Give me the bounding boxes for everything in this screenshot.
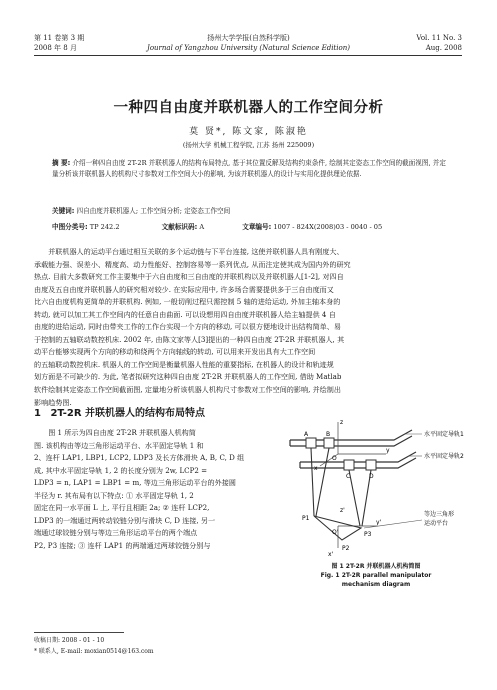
section-number: 1 [34, 408, 41, 419]
intro-line: 划方面是不可缺少的. 为此, 笔者拟研究这种四自由度 2T-2R 并联机器人的工作空间, 借助 Matlab [34, 372, 342, 382]
callout-rail-2: 水平固定导轨2 [424, 453, 464, 460]
label-axis-y: y [386, 447, 390, 454]
label-point-b: B [326, 431, 331, 438]
label-point-p1: P1 [302, 515, 310, 522]
journal-name-cn: 扬州大学学报(自然科学版) [207, 34, 290, 42]
label-point-d: D [369, 473, 374, 480]
slider-b [324, 438, 334, 448]
label-point-a: A [304, 431, 309, 438]
label-axis-z-moving: z' [340, 507, 345, 514]
section-title: 2T-2R 并联机器人的结构布局特点 [50, 408, 206, 419]
footnote [34, 636, 154, 657]
section1-body [34, 427, 266, 552]
affiliation: (扬州大学 机械工程学院, 江苏 扬州 225009) [182, 141, 315, 149]
intro-line: 热点. 目前大多数研究工作主要集中于六自由度和三自由度的并联机构以及并联机器人[1-2], 对四自 [34, 272, 344, 282]
intro-line: 影响趋势图. [34, 397, 72, 407]
label-point-p3: P3 [364, 531, 372, 538]
intro-line: 比六自由度机构更简单的并联机构. 例如, 一般切削过程只需控制 5 轴的进给运动, 外加主轴本身的 [34, 297, 341, 307]
intro-line: 承载能力强、误差小、精度高、动力性能好、控制容易等一系列优点, 从而注定使其成为国内外的研究 [34, 259, 351, 269]
journal-issue: Vol. 11 No. 3 [416, 34, 462, 42]
keywords-text: 四自由度并联机器人; 工作空间分析; 定姿态工作空间 [76, 207, 231, 215]
journal-name-en: Journal of Yangzhou University (Natural Science Edition) [147, 44, 350, 52]
intro-line: 转动, 就可以加工其工作空间内的任意自由曲面. 可以设想用四自由度并联机器人给主轴提供 4 自 [34, 309, 336, 319]
introduction [34, 246, 462, 409]
leader-lines [364, 434, 422, 528]
intro-line: 的五轴联动数控机床. 机器人的工作空间是衡量机器人性能的重要指标, 在机器人的设计和轨迹规 [34, 359, 334, 369]
caption-en-line1: Fig. 1 2T-2R parallel manipulator [320, 572, 432, 579]
intro-line: 并联机器人的运动平台通过相互关联的多个运动链与下平台连接, 这使并联机器人具有刚度大、 [48, 247, 344, 256]
paper-title: 一种四自由度并联机器人的工作空间分析 [113, 100, 384, 116]
intro-line: 由度及五自由度并联机器人的研究相对较少. 在实际应用中, 许多场合需要提供多于三自由度而又 [34, 284, 334, 294]
label-axis-y-moving: y' [376, 519, 382, 526]
classification [52, 222, 446, 233]
intro-line: 于控制的五轴联动数控机床. 2002 年, 由陈文家等人[3]提出的一种四自由度 2T-2R 并联机器人, 其 [34, 334, 345, 344]
section-line: LDP3 = n, LAP1 = LBP1 = m, 等边三角形运动平台的外接圆 [34, 478, 236, 488]
doc-code-value: A [199, 223, 205, 231]
journal-date: 2008 年 8 月 [34, 44, 77, 52]
slider-c [344, 460, 354, 470]
label-origin: O [332, 455, 337, 462]
moving-platform [314, 516, 361, 540]
label-point-p2: P2 [342, 545, 350, 552]
section-heading [34, 404, 205, 419]
footnote-contact: * 联系人, E-mail: moxian0514@163.com [34, 647, 154, 655]
doc-code-label: 文献标识码: [161, 223, 198, 231]
caption-cn: 图 1 2T-2R 并联机器人机构简图 [331, 563, 421, 570]
section-line: 2、连杆 LAP1, LBP1, LCP2, LDP3 及长方体滑块 A, B, C, D 组 [34, 453, 245, 463]
authors: 莫 贤*, 陈文家, 陈淑艳 [189, 127, 308, 137]
article-no-label: 文章编号: [242, 223, 272, 231]
footnote-received: 收稿日期: 2008 - 01 - 10 [34, 637, 105, 644]
keywords [52, 206, 446, 217]
mechanism-diagram [276, 416, 466, 558]
caption-en-line2: mechanism diagram [341, 581, 411, 588]
abstract-text: 介绍一种四自由度 2T-2R 并联机器人的结构布局特点, 基于其位置反解及结构约束条件, 绘制其定姿态工作空间的截面视图, 并定量分析该并联机器人的机构尺寸参数对工作空间大小的影响, 为该并联机器人的设计与实用化提供理论依据. [52, 159, 446, 179]
article-no-value: 1007 - 824X(2008)03 - 0040 - 05 [273, 223, 383, 231]
intro-line: 由度的进给运动, 同时由带夹工作的工作台实现一个方向的移动, 可以很方便地设计出结构简单、易 [34, 322, 341, 332]
section-line: 固定在同一水平面 L 上, 平行且相距 2a; ② 连杆 LCP2, [34, 503, 210, 513]
section-line: P2, P3 连接; ③ 连杆 LAP1 的两端通过两球铰链分别与 [34, 540, 211, 550]
section-line: 半径为 r. 其布局有以下特点: ① 水平固定导轨 1, 2 [34, 490, 194, 500]
clc-value: TP 242.2 [89, 223, 120, 231]
abstract [52, 158, 446, 181]
slider-a [306, 438, 316, 448]
callout-platform-line1: 等边三角形 [424, 511, 455, 518]
label-origin-moving: O' [332, 529, 339, 536]
links [311, 448, 371, 526]
journal-month: Aug. 2008 [425, 44, 462, 52]
footnote-rule [34, 632, 124, 633]
keywords-label: 关键词: [52, 207, 75, 215]
label-point-c: C [346, 473, 351, 480]
section-line: 端通过球铰链分别与等边三角形运动平台的两个端点 [34, 528, 198, 538]
label-axis-x-moving: x' [328, 551, 334, 558]
callout-platform-line2: 运动平台 [424, 520, 449, 527]
section-line: 图 1 所示为四自由度 2T-2R 并联机器人机构简 [48, 428, 196, 437]
header-rule [34, 55, 462, 56]
section-line: 图. 该机构由等边三角形运动平台、水平固定导轨 1 和 [34, 440, 204, 450]
abstract-label: 摘 要: [52, 159, 71, 167]
callout-rail-1: 水平固定导轨1 [424, 431, 464, 438]
intro-line: 动平台能够实现两个方向的移动和绕两个方向轴线的转动, 可以用来开发出具有大工作空间 [34, 347, 316, 357]
section-line: 成, 其中水平固定导轨 1, 2 的长度分别为 2w, LCP2 = [34, 465, 208, 475]
figure-caption [290, 562, 462, 589]
intro-line: 软件绘制其定姿态工作空间截面图, 定量地分析该机器人机构尺寸参数对工作空间的影响, 并绘制出 [34, 385, 341, 395]
label-axis-x: x [314, 465, 318, 472]
section-line: LDP3 的一端通过两转动铰链分别与滑块 C, D 连接, 另一 [34, 515, 216, 525]
slider-d [366, 460, 376, 470]
label-axis-z: z [340, 419, 344, 426]
clc-label: 中图分类号: [52, 223, 88, 231]
journal-volume: 第 11 卷第 3 期 [34, 34, 85, 42]
